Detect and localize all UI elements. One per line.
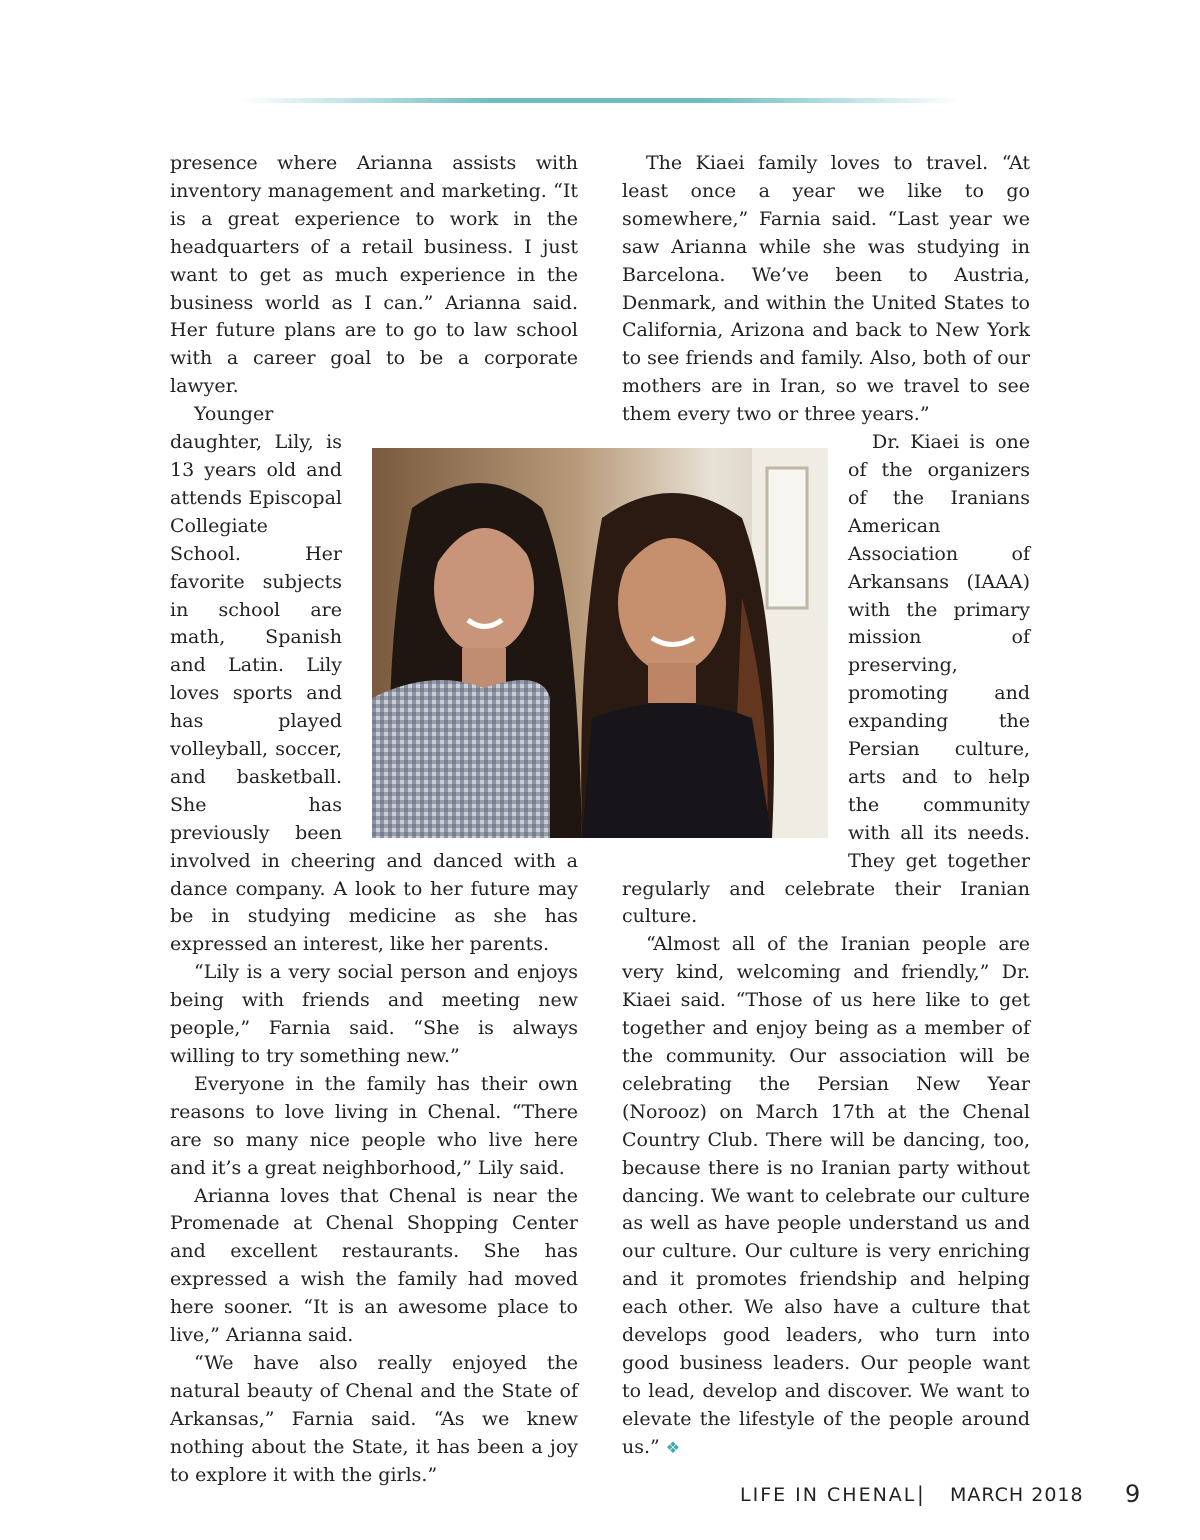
- article-paragraph: Younger daughter, Lily, is 13 years old and attends Episcopal Collegiate School. Her favorite subjects in school are math, Spanish and Latin. Lily loves sports and has played volleyball, soccer, and basketball. She has previously been involved in cheering and danced with a dance company. A look to her future may be in studying medicine as she has expressed an interest, like her parents.: [170, 403, 578, 956]
- header-decorative-rule: [240, 98, 960, 103]
- publication-name: LIFE IN CHENAL: [740, 1484, 917, 1506]
- article-paragraph: Arianna loves that Chenal is near the Promenade at Chenal Shopping Center and excellent restaurants. She has expressed a wish the family had moved here sooner. “It is an awesome place to live,” Arianna said.: [170, 1184, 578, 1347]
- article-paragraph: Everyone in the family has their own reasons to love living in Chenal. “There are so many nice people who live here and it’s a great neighborhood,” Lily said.: [170, 1072, 578, 1179]
- article-paragraph: “We have also really enjoyed the natural beauty of Chenal and the State of Arkansas,” Farnia said. “As we knew nothing about the State, it has been a joy to explore it with the girls.”: [170, 1351, 578, 1486]
- closing-quote-text: “Almost all of the Iranian people are very kind, welcoming and friendly,” Dr. Kiaei said. “Those of us here like to get together and enjoy being as a member of the community. Our association will be celebrating the Persian New Year (Norooz) on March 17th at the Chenal Country Club. There will be dancing, too, because there is no Iranian party without dancing. We want to celebrate our culture as well as have people understand us and our culture. Our culture is very enriching and it promotes friendship and helping each other. We also have a culture that develops good leaders, who turn into good business leaders. Our people want to lead, develop and discover. We want to elevate the lifestyle of the people around us.”: [622, 933, 1030, 1458]
- page-footer: [0, 1482, 1200, 1512]
- article-paragraph: presence where Arianna assists with inventory management and marketing. “It is a great experience to work in the headquarters of a retail business. I just want to get as much experience in the business world as I can.” Arianna said. Her future plans are to go to law school with a career goal to be a corporate lawyer.: [170, 152, 578, 398]
- article-paragraph: “Lily is a very social person and enjoys being with friends and meeting new people,” Farnia said. “She is always willing to try something new.”: [170, 961, 578, 1067]
- article-paragraph: [622, 931, 1030, 1461]
- article-paragraph: Dr. Kiaei is one of the organizers of the Iranians American Association of Arkansans (IAAA) with the primary mission of preserving, promoting and expanding the Persian culture, arts and to help the community with all its needs. They get together regularly and celebrate their Iranian culture.: [622, 431, 1030, 928]
- portrait-photo-sisters: [372, 448, 828, 838]
- page-number: 9: [1125, 1480, 1141, 1508]
- issue-date: MARCH 2018: [950, 1484, 1084, 1506]
- footer-separator: |: [917, 1482, 924, 1506]
- article-paragraph: The Kiaei family loves to travel. “At least once a year we like to go somewhere,” Farnia said. “Last year we saw Arianna while she was studying in Barcelona. We’ve been to Austria, Denmark, and within the United States to California, Arizona and back to New York to see friends and family. Also, both of our mothers are in Iran, so we travel to see them every two or three years.”: [622, 152, 1030, 426]
- end-of-article-icon: ❖: [665, 1437, 681, 1457]
